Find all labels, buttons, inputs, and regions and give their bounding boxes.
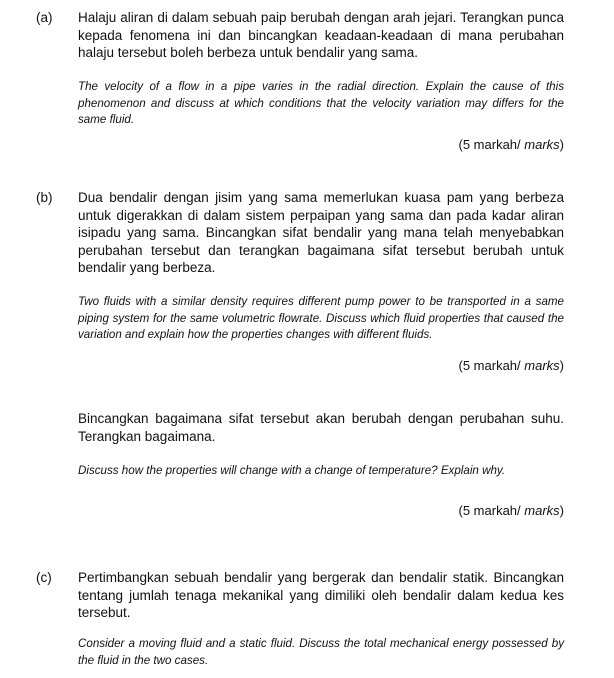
- marks-close: ): [559, 137, 564, 152]
- question-b-english-block: [78, 294, 564, 344]
- question-b-marks: [459, 358, 564, 374]
- marks-english: marks: [524, 503, 560, 518]
- question-c-label: (c): [36, 570, 52, 585]
- question-a-marks: [459, 137, 564, 153]
- question-c-malay-text: Pertimbangkan sebuah bendalir yang bergerak dan bendalir statik. Bincangkan tentang jumlah tenaga mekanikal yang dimiliki oleh bendalir dalam kedua kes tersebut.: [78, 570, 564, 620]
- question-b-followup-english-block: [78, 463, 564, 480]
- question-a-english-text: The velocity of a flow in a pipe varies in the radial direction. Explain the cause of this phenomenon and discuss at which conditions that the velocity variation may differs for the same fluid.: [78, 80, 564, 126]
- question-b-malay-text: Dua bendalir dengan jisim yang sama memerlukan kuasa pam yang berbeza untuk digerakkan di dalam sistem perpaipan yang sama dan pada kadar aliran isipadu yang sama. Bincangkan sifat bendalir yang mana telah menyebabkan perubahan tersebut dan terangkan bagaimana sifat tersebut berubah untuk bendalir yang berbeza.: [78, 190, 564, 275]
- question-b-followup-malay-text: Bincangkan bagaimana sifat tersebut akan berubah dengan perubahan suhu. Terangkan bagaimana.: [78, 411, 564, 444]
- question-a-label: (a): [36, 10, 53, 25]
- marks-malay: (5 markah/: [458, 358, 525, 373]
- question-c-english-block: [78, 636, 564, 669]
- question-c-english-text: Consider a moving fluid and a static fluid. Discuss the total mechanical energy possessed by the fluid in the two cases.: [78, 637, 564, 667]
- marks-close: ): [559, 358, 564, 373]
- question-b-followup-block: [78, 410, 564, 445]
- marks-english: marks: [524, 358, 560, 373]
- marks-english: marks: [524, 137, 560, 152]
- question-a-block: [78, 9, 564, 62]
- question-b-english-text: Two fluids with a similar density requires different pump power to be transported in a same piping system for the same volumetric flowrate. Discuss which fluid properties that caused the variation and explain how the properties changes with different fluids.: [78, 295, 564, 341]
- question-a-english-block: [78, 79, 564, 129]
- question-a-malay-text: Halaju aliran di dalam sebuah paip berubah dengan arah jejari. Terangkan punca kepada fenomena ini dan bincangkan keadaan-keadaan di mana perubahan halaju tersebut boleh berbeza untuk bendalir yang sama.: [78, 10, 564, 60]
- marks-close: ): [559, 503, 564, 518]
- marks-malay: (5 markah/: [458, 137, 525, 152]
- marks-malay: (5 markah/: [458, 503, 525, 518]
- question-b-followup-marks: [459, 503, 564, 519]
- question-b-block: [78, 189, 564, 277]
- question-c-block: [78, 569, 564, 622]
- question-b-label: (b): [36, 190, 53, 205]
- question-b-followup-english-text: Discuss how the properties will change with a change of temperature? Explain why.: [78, 464, 506, 477]
